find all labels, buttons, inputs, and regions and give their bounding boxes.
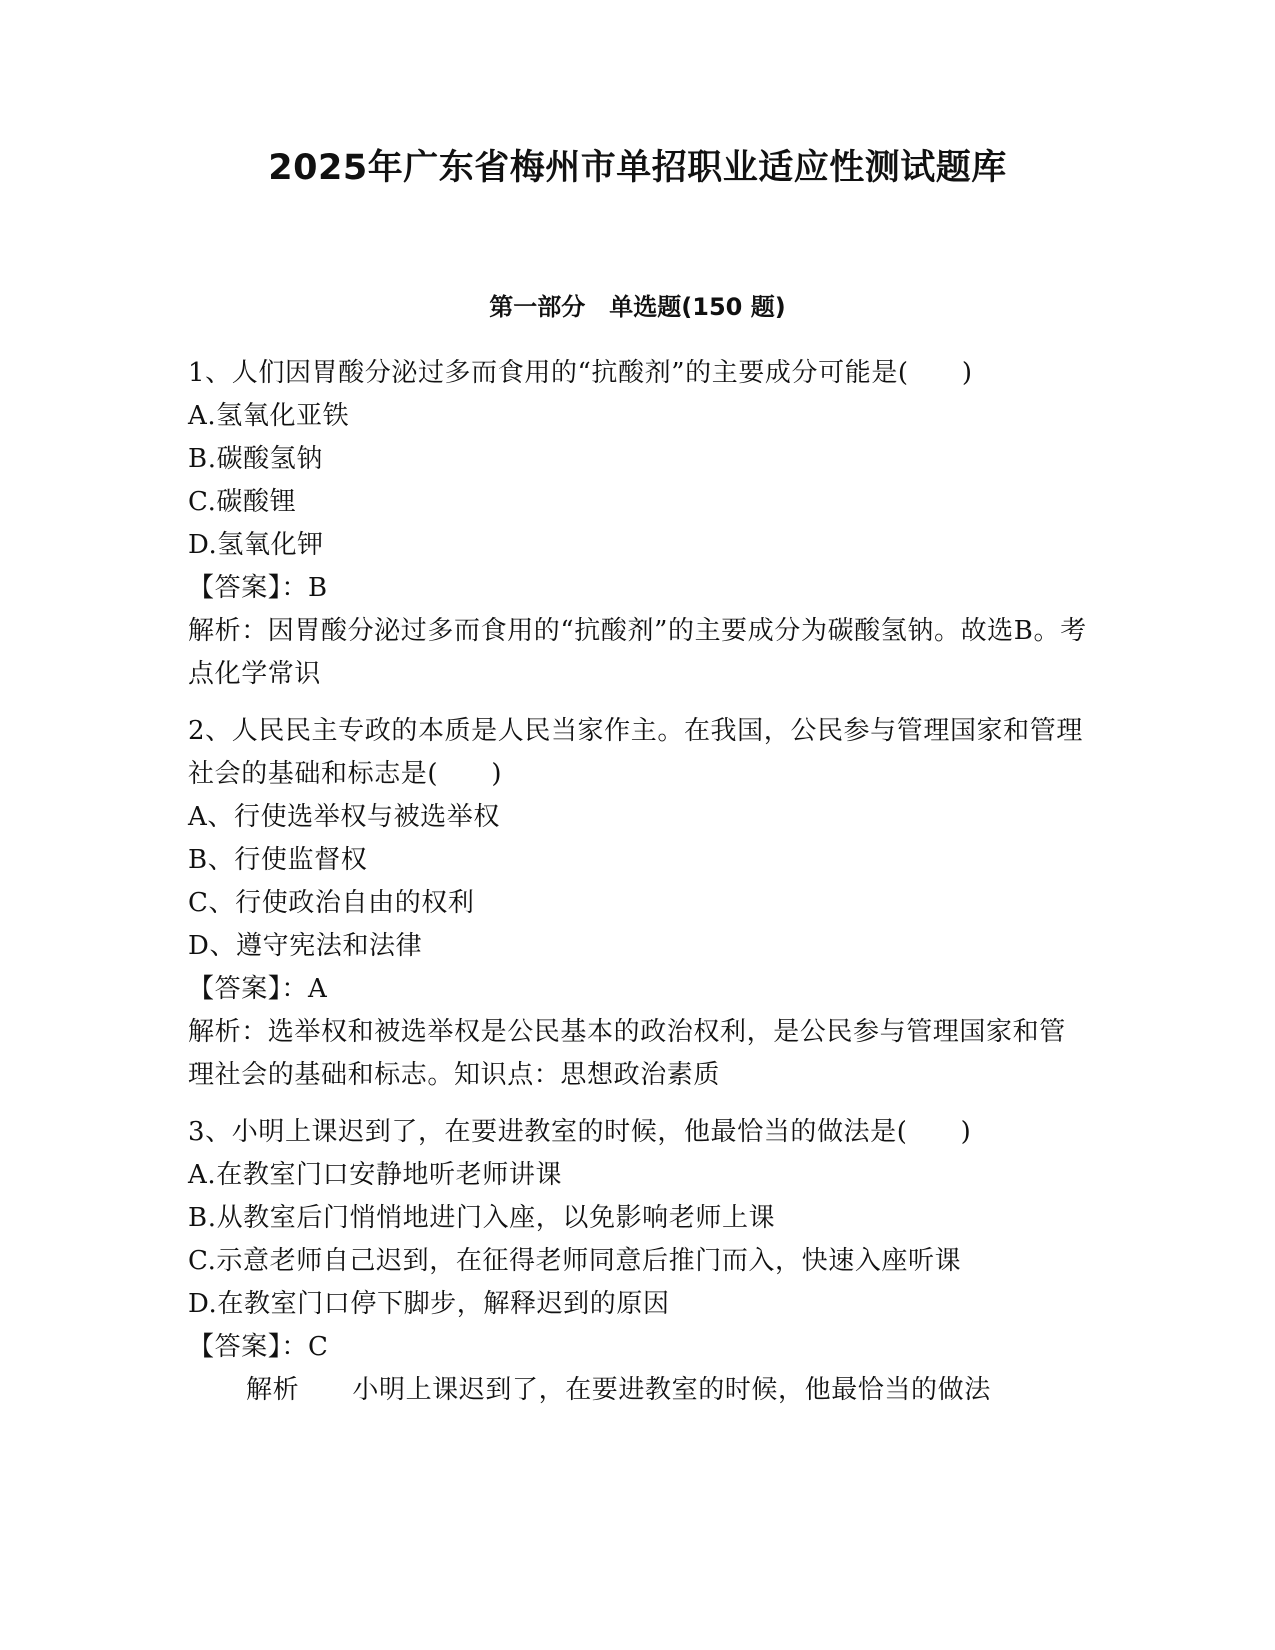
- option-c: C.示意老师自己迟到，在征得老师同意后推门而入，快速入座听课: [188, 1246, 962, 1276]
- answer-line: 【答案】：A: [188, 974, 328, 1004]
- option-a: A、行使选举权与被选举权: [188, 802, 500, 832]
- option-b: B、行使监督权: [188, 845, 368, 875]
- question-2: [188, 710, 1088, 1097]
- question-stem: 3、小明上课迟到了，在要进教室的时候，他最恰当的做法是( ): [188, 1117, 972, 1147]
- question-stem: 1、人们因胃酸分泌过多而食用的“抗酸剂”的主要成分可能是( ): [188, 358, 973, 388]
- answer-line: 【答案】：C: [188, 1332, 329, 1362]
- option-d: D.氢氧化钾: [188, 530, 324, 560]
- question-1: [188, 352, 1088, 696]
- option-d: D.在教室门口停下脚步，解释迟到的原因: [188, 1289, 670, 1319]
- option-d: D、遵守宪法和法律: [188, 931, 423, 961]
- explanation: 解析：选举权和被选举权是公民基本的政治权利，是公民参与管理国家和管理社会的基础和标志。知识点：思想政治素质: [188, 1017, 1066, 1090]
- document-title: 2025年广东省梅州市单招职业适应性测试题库: [268, 148, 1007, 188]
- question-list: [188, 352, 1088, 1426]
- option-c: C.碳酸锂: [188, 487, 297, 517]
- option-a: A.在教室门口安静地听老师讲课: [188, 1160, 563, 1190]
- answer-line: 【答案】：B: [188, 573, 328, 603]
- option-a: A.氢氧化亚铁: [188, 401, 350, 431]
- option-c: C、行使政治自由的权利: [188, 888, 475, 918]
- question-3: [188, 1111, 1088, 1412]
- question-stem: 2、人民民主专政的本质是人民当家作主。在我国，公民参与管理国家和管理社会的基础和标志是( ): [188, 716, 1083, 789]
- section-title: 第一部分 单选题(150 题): [489, 293, 786, 321]
- explanation: 解析：因胃酸分泌过多而食用的“抗酸剂”的主要成分为碳酸氢钠。故选B。考点化学常识: [188, 616, 1087, 689]
- option-b: B.从教室后门悄悄地进门入座，以免影响老师上课: [188, 1203, 776, 1233]
- option-b: B.碳酸氢钠: [188, 444, 323, 474]
- explanation: 解析 小明上课迟到了，在要进教室的时候，他最恰当的做法: [246, 1375, 991, 1405]
